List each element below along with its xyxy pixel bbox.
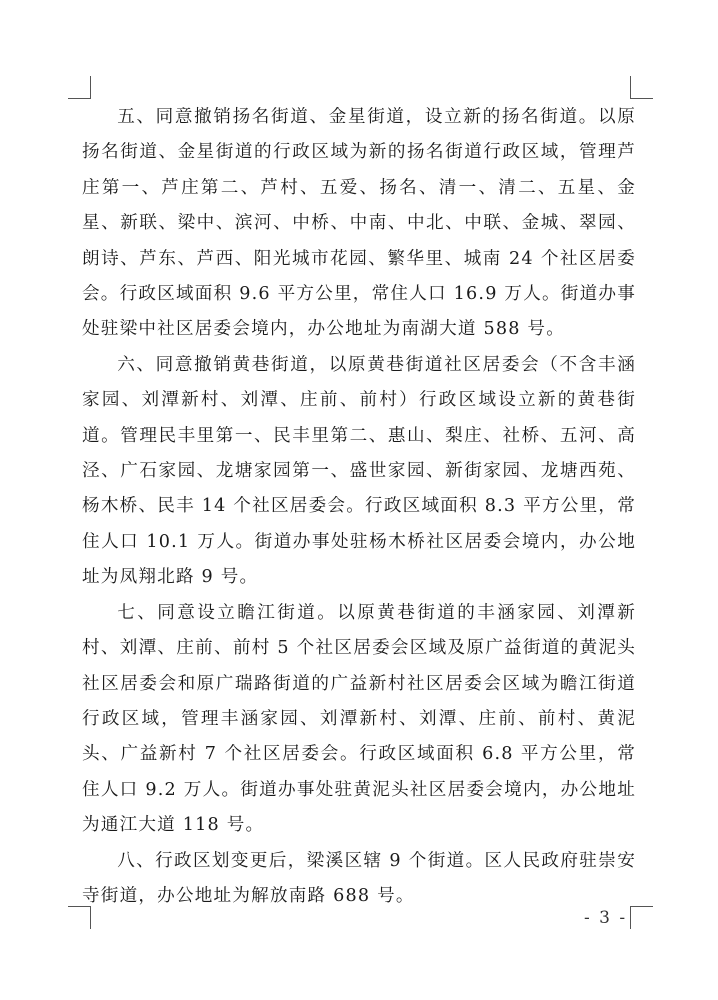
paragraph-item-7: 七、同意设立瞻江街道。以原黄巷街道的丰涵家园、刘潭新村、刘潭、庄前、前村 5 个社区居委会区域及原广益街道的黄泥头社区居委会和原广瑞路街道的广益新村社区居委会区域为瞻江街道行政区域，管理丰涵家园、刘潭新村、刘潭、庄前、前村、黄泥头、广益新村 7 个社区居委会。行政区域面积 6.8 平方公里，常住人口 9.2 万人。街道办事处驻黄泥头社区居委会境内，办公地址为通江大道 118 号。 bbox=[82, 602, 636, 836]
paragraph-item-6: 六、同意撤销黄巷街道，以原黄巷街道社区居委会（不含丰涵家园、刘潭新村、刘潭、庄前、前村）行政区域设立新的黄巷街道。管理民丰里第一、民丰里第二、惠山、梨庄、社桥、五河、高泾、广石家园、龙塘家园第一、盛世家园、新街家园、龙塘西苑、杨木桥、民丰 14 个社区居委会。行政区域面积 8.3 平方公里，常住人口 10.1 万人。街道办事处驻杨木桥社区居委会境内，办公地址为凤翔北路 9 号。 bbox=[82, 354, 636, 588]
paragraph-item-8: 八、行政区划变更后，梁溪区辖 9 个街道。区人民政府驻崇安寺街道，办公地址为解放南路 688 号。 bbox=[82, 850, 636, 906]
crop-mark-top-left bbox=[68, 76, 91, 99]
page-number: - 3 - bbox=[584, 908, 628, 928]
paragraph-item-5: 五、同意撤销扬名街道、金星街道，设立新的扬名街道。以原扬名街道、金星街道的行政区域为新的扬名街道行政区域，管理芦庄第一、芦庄第二、芦村、五爱、扬名、清一、清二、五星、金星、新联、梁中、滨河、中桥、中南、中北、中联、金城、翠园、朗诗、芦东、芦西、阳光城市花园、繁华里、城南 24 个社区居委会。行政区域面积 9.6 平方公里，常住人口 16.9 万人。街道办事处驻梁中社区居委会境内，办公地址为南湖大道 588 号。 bbox=[82, 107, 636, 340]
document-body bbox=[82, 100, 636, 914]
crop-mark-top-right bbox=[630, 76, 653, 99]
